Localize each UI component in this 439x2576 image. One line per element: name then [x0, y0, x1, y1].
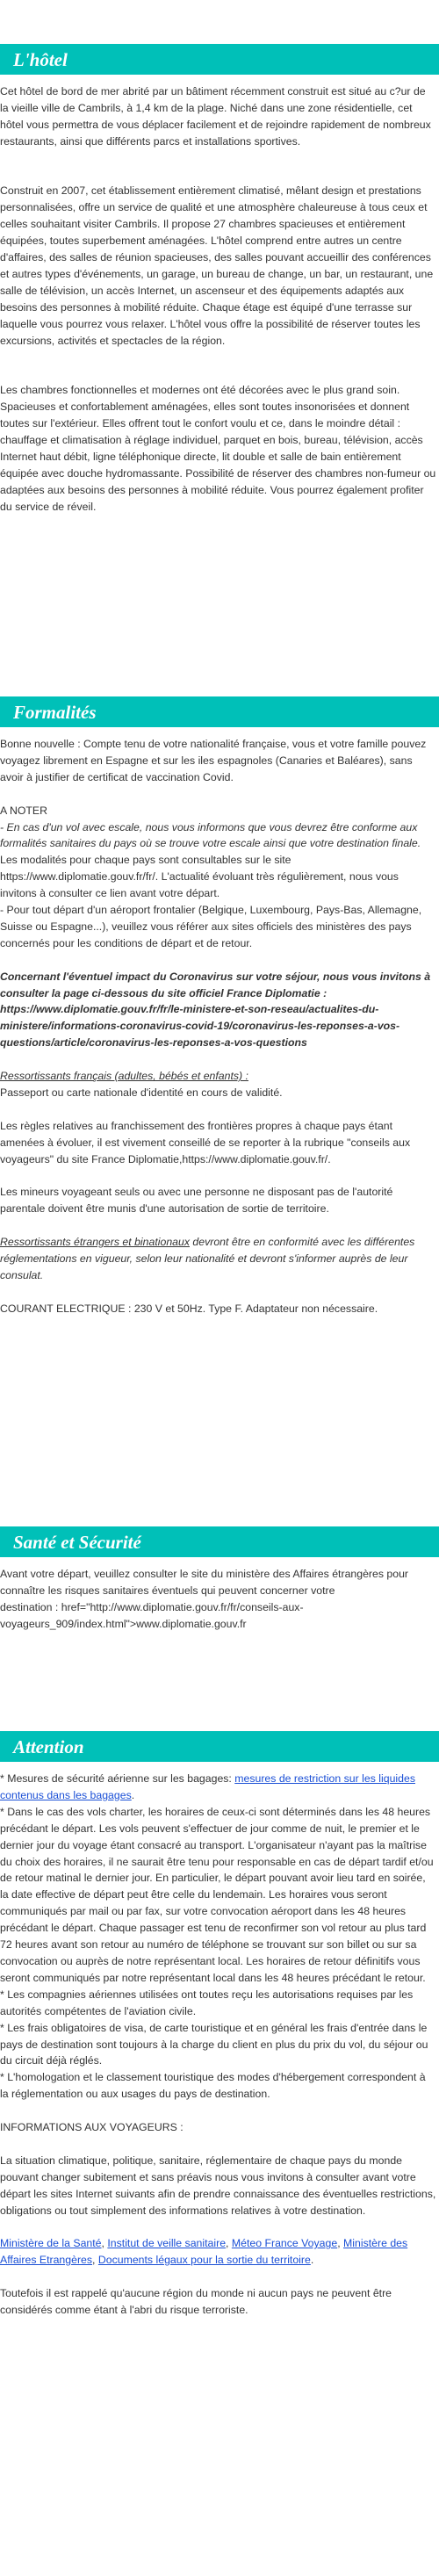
section-header-formalites	[0, 696, 439, 727]
border-rules-text: Les règles relatives au franchissement des frontières propres à chaque pays étant amenées à évoluer, il est vivement conseillé de se reporter à la rubrique "conseils aux voyageurs" du site France Diplomatie,https://www.diplomatie.gouv.fr/.	[0, 1119, 411, 1165]
note-item: Les modalités pour chaque pays sont consultables sur le site https://www.diplomatie.gouv.fr/fr/. L'actualité évoluant très régulièrement, nous vous invitons à consulter ce lien avant votre départ.	[0, 854, 399, 900]
attention-item: * Les compagnies aériennes utilisées ont toutes reçu les autorisations requises par les autorités compétentes de l'aviation civile.	[0, 1988, 414, 2017]
section-header-attention	[0, 1731, 439, 1762]
foreign-affairs-link[interactable]: Ministère des Affaires Etrangères	[0, 2237, 408, 2267]
section-header-hotel	[0, 44, 439, 75]
attention-item: * Mesures de sécurité aérienne sur les bagages:	[0, 1772, 235, 1785]
foreign-nationals-text: devront être en conformité avec les différentes réglementations en vigueur, selon leur nationalité et devront s'informer auprès de leur consulat.	[0, 1236, 415, 1281]
foreign-nationals-heading: Ressortissants étrangers et binationaux	[0, 1236, 190, 1249]
coronavirus-notice: Concernant l'éventuel impact du Coronavirus sur votre séjour, nous vous invitons à consulter la page ci-dessous du site officiel France Diplomatie : https://www.diplomatie.gouv.fr/fr/le-ministere-et-son-reseau/actualites-du-ministere/informations-coronavirus-covid-19/coronavirus-les-reponses-a-vos-questions/article/coronavirus-les-reponses-a-vos-questions	[0, 970, 431, 1050]
attention-item: * L'homologation et le classement touristique des modes d'hébergement correspondent à la réglementation ou aux usages du pays de destination.	[0, 2071, 426, 2101]
note-item: - Pour tout départ d'un aéroport frontalier (Belgique, Luxembourg, Pays-Bas, Allemagne, Suisse ou Espagne...), veuillez vous référer aux sites officiels des ministères des pays concernés pour les conditions de départ et de retour.	[0, 904, 422, 949]
french-nationals-heading: Ressortissants français (adultes, bébés et enfants) :	[0, 1070, 248, 1083]
hotel-paragraph: Les chambres fonctionnelles et modernes ont été décorées avec le plus grand soin. Spacieuses et confortablement aménagées, elles sont toutes insonorisées et donnent toutes sur l'extérieur. Elles offrent tout le confort voulu et ce, dans le moindre détail : chauffage et climatisation à réglage individuel, parquet en bois, bureau, télévision, accès Internet haut débit, ligne téléphonique directe, lit double et salle de bain entièrement équipée avec douche hydromassante. Possibilité de réserver des chambres non-fumeur ou adaptées aux besoins des personnes à mobilité réduite. Vous pourrez également profiter du service de réveil.	[0, 384, 436, 513]
info-text: La situation climatique, politique, sanitaire, réglementaire de chaque pays du monde pouvant changer subitement et sans préavis nous vous invitons à consulter avant votre départ les sites Internet suivants afin de prendre connaissance des éventuelles restrictions, obligations ou tout simplement des informations relatives à votre destination.	[0, 2154, 436, 2217]
health-ministry-link[interactable]: Ministère de la Santé	[0, 2237, 102, 2250]
liquids-restriction-link[interactable]: mesures de restriction sur les liquides contenus dans les bagages	[0, 1772, 415, 1801]
hotel-body	[0, 83, 436, 516]
hotel-paragraph: Cet hôtel de bord de mer abrité par un bâtiment récemment construit est situé au c?ur de la vieille ville de Cambrils, à 1,4 km de la plage. Niché dans une zone résidentielle, cet hôtel vous permettra de vous déplacer facilement et de rejoindre rapidement de nombreux restaurants, ainsi que différents parcs et installations sportives.	[0, 85, 431, 148]
final-notice: Toutefois il est rappelé qu'aucune région du monde ni aucun pays ne peuvent être considérés comme étant à l'abri du risque terroriste.	[0, 2287, 392, 2316]
sante-paragraph: destination : href="http://www.diplomatie.gouv.fr/fr/conseils-aux-voyageurs_909/index.html">www.diplomatie.gouv.fr	[0, 1600, 304, 1630]
minors-text: Les mineurs voyageant seuls ou avec une personne ne disposant pas de l'autorité parentale doivent être munis d'une autorisation de sortie de territoire.	[0, 1186, 393, 1216]
section-title: L'hôtel	[13, 49, 68, 70]
electric-current-text: COURANT ELECTRIQUE : 230 V et 50Hz. Type F. Adaptateur non nécessaire.	[0, 1302, 378, 1315]
info-heading: INFORMATIONS AUX VOYAGEURS :	[0, 2121, 184, 2134]
weather-link[interactable]: Méteo France Voyage	[231, 2237, 338, 2250]
french-nationals-text: Passeport ou carte nationale d'identité en cours de validité.	[0, 1086, 283, 1099]
legal-documents-link[interactable]: Documents légaux pour la sortie du territoire	[97, 2254, 311, 2267]
attention-item: * Les frais obligatoires de visa, de carte touristique et en général les frais d'entrée dans le pays de destination sont toujours à la charge du client en plus du prix du vol, du séjour ou du circuit déjà réglés.	[0, 2021, 428, 2067]
note-item: - En cas d'un vol avec escale, nous vous informons que vous devrez être conforme aux formalités sanitaires du pays où se trouve votre escale ainsi que votre destination finale.	[0, 820, 421, 850]
hotel-paragraph: Construit en 2007, cet établissement entièrement climatisé, mêlant design et prestations personnalisées, offre un service de qualité et une atmosphère chaleureuse à tous ceux et celles souhaitant visiter Cambrils. Il propose 27 chambres spacieuses et entièrement équipées, toutes superbement aménagées. L'hôtel comprend entre autres un centre d'affaires, des salles de réunion spacieuses, des salles pouvant accueillir des conférences et autres types d'événements, un garage, un bureau de change, un bar, un restaurant, une salle de télévision, un accès Internet, un ascenseur et des équipements adaptés aux besoins des personnes à mobilité réduite. Chaque étage est équipé d'une terrasse sur laquelle vous pourrez vous relaxer. L'hôtel vous offre la possibilité de réserver toutes les excursions, activités et spectacles de la région.	[0, 184, 434, 347]
formalites-body	[0, 736, 436, 1317]
section-title: Santé et Sécurité	[13, 1532, 141, 1553]
sante-body	[0, 1566, 436, 1633]
section-title: Attention	[13, 1736, 84, 1757]
section-title: Formalités	[13, 702, 97, 723]
sante-paragraph: Avant votre départ, veuillez consulter le site du ministère des Affaires étrangères pour connaître les risques sanitaires éventuels qui peuvent concerner votre	[0, 1568, 409, 1597]
formalites-paragraph: Bonne nouvelle : Compte tenu de votre nationalité française, vous et votre famille pouvez voyagez librement en Espagne et sur les iles espagnoles (Canaries et Baléares), sans avoir à justifier de certificat de vaccination Covid.	[0, 738, 427, 783]
attention-item: * Dans le cas des vols charter, les horaires de ceux-ci sont déterminés dans les 48 heures précédant le départ. Les vols peuvent s'effectuer de jour comme de nuit, le premier et le dernier jour du voyage étant consacré au transport. L'organisateur n'ayant pas la maîtrise du choix des horaires, il ne saurait être tenu pour responsable en cas de départ tardif et/ou de retour matinal le dernier jour. En particulier, le départ pouvant avoir lieu tard en soirée, la date effective de départ peut être celle du lendemain. Les horaires vous seront communiqués par mail ou par fax, sur votre convocation aéroport dans les 48 heures précédant le départ. Chaque passager est tenu de reconfirmer son vol retour au plus tard 72 heures avant son retour au numéro de téléphone se trouvant sur son billet ou sur sa convocation ou auprès de notre représentant local. Les horaires de retour définitifs vous seront communiqués par notre représentant local dans les 48 heures précédant le retour.	[0, 1805, 434, 1984]
health-watch-link[interactable]: Institut de veille sanitaire	[107, 2237, 227, 2250]
section-header-sante	[0, 1526, 439, 1557]
attention-body: * Mesures de sécurité aérienne sur les bagages: mesures de restriction sur les liquides contenus dans les bagages. * Dans le cas des vols charter, les horaires de ceux-ci sont déterminés dans les 48 heures précédant le départ. Les vols peuvent s'effectuer de jour comme de nuit, le premier et le dernier jour du voyage étant consacré au transport. L'organisateur n'ayant pas la maîtrise du choix des horaires, il ne saurait être tenu pour responsable en cas de départ tardif et/ou de retour matinal le dernier jour. En particulier, le départ pouvant avoir lieu tard en soirée, la date effective de départ peut être celle du lendemain. Les horaires vous seront communiqués par mail ou par fax, sur votre convocation aéroport dans les 48 heures précédant le départ. Chaque passager est tenu de reconfirmer son vol retour au plus tard 72 heures avant son retour au numéro de téléphone se trouvant sur son billet ou sur sa convocation ou auprès de notre représentant local. Les horaires de retour définitifs vous seront communiqués par notre représentant local dans les 48 heures précédant le retour. * Les compagnies aériennes utilisées ont toutes reçu les autorisations requises par les autorités compétentes de l'aviation civile. * Les frais obligatoires de visa, de carte touristique et en général les frais d'entrée dans le pays de destination sont toujours à la charge du client en plus du prix du vol, du séjour ou du circuit déjà réglés. * L'homologation et le classement touristique des modes d'hébergement correspondent à la réglementation ou aux usages du pays de destination. INFORMATIONS AUX VOYAGEURS : La situation climatique, politique, sanitaire, réglementaire de chaque pays du monde pouvant changer subitement et sans préavis nous vous invitons à consulter avant votre départ les sites Internet suivants afin de prendre connaissance des éventuelles restrictions, obligations ou tout simplement des informations relatives à votre destination. Ministère de la Santé, Institut de veille sanitaire, Méteo France Voyage, Ministère des Affaires Etrangères, Documents légaux pour la sortie du territoire. Toutefois il est rappelé qu'aucune région du monde ni aucun pays ne peuvent être considérés comme étant à l'abri du risque terroriste.	[0, 1771, 436, 2319]
note-heading: A NOTER	[0, 804, 47, 817]
